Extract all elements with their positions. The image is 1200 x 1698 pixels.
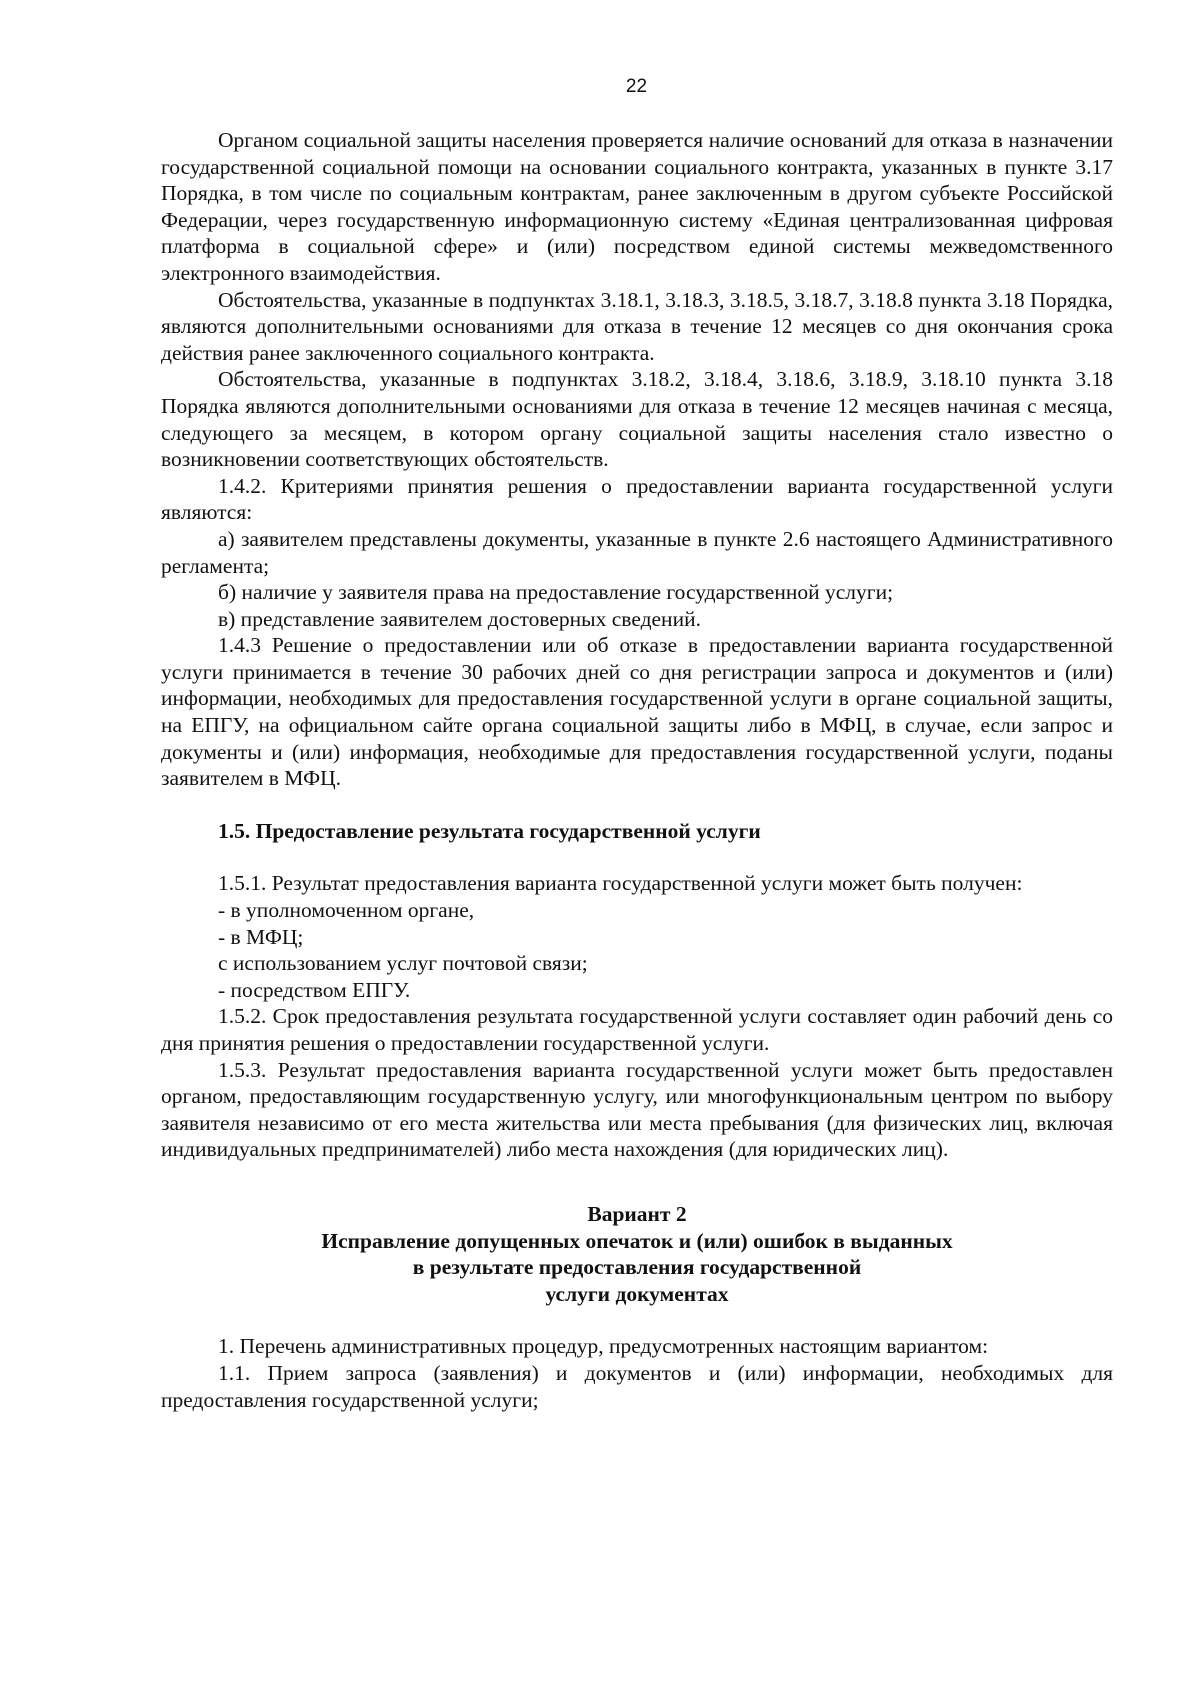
list-item: - посредством ЕПГУ. — [218, 977, 411, 1002]
paragraph: 1.5.2. Срок предоставления результата государственной услуги составляет один рабочий день со дня принятия решения о предоставлении государственной услуги. — [161, 1004, 1113, 1055]
paragraph: в) представление заявителем достоверных сведений. — [218, 606, 701, 631]
document-body — [161, 127, 1113, 1413]
paragraph: а) заявителем представлены документы, указанные в пункте 2.6 настоящего Административного регламента; — [161, 526, 1113, 578]
list-item: - в МФЦ; — [218, 924, 304, 949]
page-number: 22 — [625, 76, 648, 97]
list-item: - в уполномоченном органе, — [218, 898, 475, 923]
paragraph: 1. Перечень административных процедур, предусмотренных настоящим вариантом: — [218, 1334, 989, 1359]
variant-title: Вариант 2 — [587, 1201, 687, 1226]
paragraph: 1.1. Прием запроса (заявления) и документов и (или) информации, необходимых для предоставления государственной услуги; — [161, 1360, 1113, 1412]
section-heading: 1.5. Предоставление результата государственной услуги — [218, 818, 761, 843]
variant-subtitle-line: Исправление допущенных опечаток и (или) ошибок в выданных — [321, 1228, 953, 1253]
paragraph: Органом социальной защиты населения проверяется наличие оснований для отказа в назначении государственной социальной помощи на основании социального контракта, указанных в пункте 3.17 Порядка, в том числе по социальным контрактам, ранее заключенным в другом субъекте Российской Федерации, через государственную информационную систему «Единая централизованная цифровая платформа в социальной сфере» и (или) посредством единой системы межведомственного электронного взаимодействия. — [161, 128, 1113, 285]
list-item: с использованием услуг почтовой связи; — [218, 951, 588, 976]
paragraph: 1.5.3. Результат предоставления варианта государственной услуги может быть предоставлен органом, предоставляющим государственную услугу, или многофункциональным центром по выбору заявителя независимо от его места жительства или места пребывания (для физических лиц, включая индивидуальных предпринимателей) либо места нахождения (для юридических лиц). — [161, 1057, 1113, 1162]
paragraph: 1.4.2. Критериями принятия решения о предоставлении варианта государственной услуги являются: — [161, 473, 1113, 525]
variant-heading — [161, 1201, 1113, 1307]
variant-subtitle-line: услуги документах — [545, 1281, 729, 1306]
paragraph: 1.5.1. Результат предоставления варианта государственной услуги может быть получен: — [218, 871, 1023, 896]
paragraph: Обстоятельства, указанные в подпунктах 3.18.1, 3.18.3, 3.18.5, 3.18.7, 3.18.8 пункта 3.18 Порядка, являются дополнительными основаниями для отказа в течение 12 месяцев со дня окончания срока действия ранее заключенного социального контракта. — [161, 287, 1113, 365]
variant-subtitle-line: в результате предоставления государственной — [412, 1255, 862, 1280]
paragraph: б) наличие у заявителя права на предоставление государственной услуги; — [218, 580, 894, 605]
paragraph: Обстоятельства, указанные в подпунктах 3.18.2, 3.18.4, 3.18.6, 3.18.9, 3.18.10 пункта 3.18 Порядка являются дополнительными основаниями для отказа в течение 12 месяцев начиная с месяца, следующего за месяцем, в котором органу социальной защиты населения стало известно о возникновении соответствующих обстоятельств. — [161, 367, 1113, 472]
paragraph: 1.4.3 Решение о предоставлении или об отказе в предоставлении варианта государственной услуги принимается в течение 30 рабочих дней со дня регистрации запроса и документов и (или) информации, необходимых для предоставления государственной услуги в органе социальной защиты, на ЕПГУ, на официальном сайте органа социальной защиты либо в МФЦ, в случае, если запрос и документы и (или) информация, необходимые для предоставления государственной услуги, поданы заявителем в МФЦ. — [161, 633, 1113, 791]
